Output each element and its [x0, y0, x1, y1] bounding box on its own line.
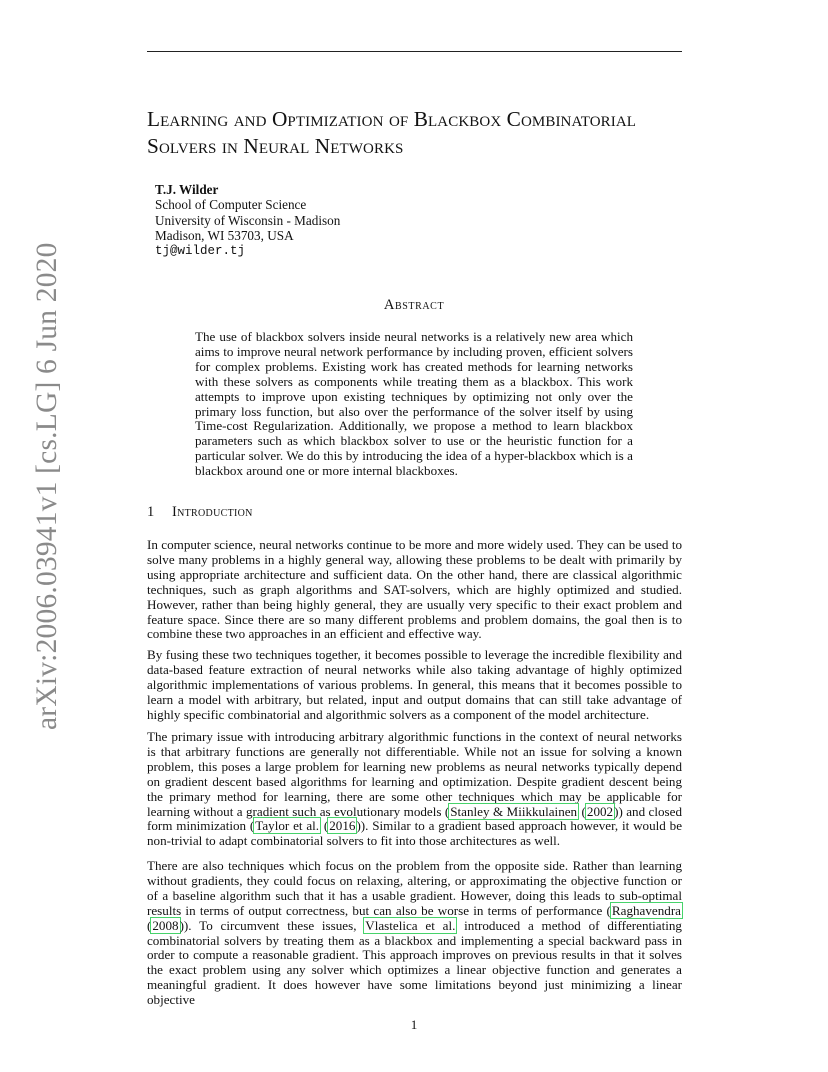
section-title: Introduction — [172, 504, 253, 520]
abstract-heading: Abstract — [383, 297, 445, 313]
abstract-body: The use of blackbox solvers inside neural networks is a relatively new area which aims to improve neural network performance by including proven, efficient solvers for complex problems. Existing work has created methods for learning networks with these solvers as components while treating them as a blackbox. This work attempts to improve upon existing techniques by optimizing not only over the primary loss function, but also over the performance of the solver itself by using Time-cost Regularization. Additionally, we propose a method to learn blackbox parameters such as which blackbox solver to use or the heuristic function for a particular solver. We do this by introducing the idea of a hyper-blackbox which is a blackbox around one or more internal blackboxes. — [195, 329, 633, 479]
paragraph-3-text: )). Similar to a gradient based approach however, it would be non-trivial to adapt combinatorial solvers to fit into those architectures as well. — [147, 818, 683, 849]
citation-link-taylor-year[interactable]: 2016 — [329, 818, 356, 834]
top-rule — [147, 51, 682, 52]
author-department: School of Computer Science — [155, 197, 307, 213]
citation-link-vlastelica[interactable]: Vlastelica et al. — [365, 917, 456, 933]
citation-link-stanley[interactable]: Stanley & Miikkulainen — [450, 803, 578, 819]
author-email: tj@wilder.tj — [155, 243, 246, 258]
citation-link-stanley-year[interactable]: 2002 — [586, 803, 614, 819]
citation-link-raghavendra-year[interactable]: 2008 — [152, 917, 179, 933]
paragraph-4-text: There are also techniques which focus on the problem from the opposite side. Rather than learning without gradients, they could focus on relaxing, altering, or approximating the objective function or of a baseline algorithm such that it has a usable gradient. However, doing this leads to sub-optimal results in terms of output correctness, but can also be worse in terms of performance ( — [147, 858, 682, 918]
page-number: 1 — [410, 1017, 418, 1032]
paper-title: Learning and Optimization of Blackbox Combinatorial Solvers in Neural Networks — [147, 107, 637, 158]
paragraph-3-text: ( — [320, 818, 329, 834]
paragraph-3-text: The primary issue with introducing arbitrary algorithmic functions in the context of neural networks is that arbitrary functions are generally not differentiable. While not an issue for solving a known problem, this poses a large problem for learning new problems as neural networks typically depend on gradient descent based algorithms for learning and optimization. Despite gradient descent being the primary method for learning, there are some other techniques which may be applicable for learning without a gradient such as evolutionary models ( — [147, 729, 682, 819]
paragraph-4-text: ( — [147, 917, 152, 933]
author-name: T.J. Wilder — [155, 182, 219, 197]
section-heading-introduction — [147, 504, 253, 521]
paragraph-3-text: ( — [578, 803, 586, 819]
author-block — [155, 182, 340, 259]
arxiv-side-stamp: arXiv:2006.03941v1 [cs.LG] 6 Jun 2020 — [31, 242, 63, 730]
paragraph-3 — [147, 730, 682, 849]
paragraph-2: By fusing these two techniques together, it becomes possible to leverage the incredible flexibility and data-based feature extraction of neural networks while also taking advantage of highly optimized algorithmic implementations of various problems. In general, this means that it becomes possible to learn a model with arbitrary, but related, input and output domains that can still take advantage of highly specific combinatorial and algorithmic solvers as a component of the model architecture. — [147, 647, 682, 722]
section-number: 1 — [147, 504, 155, 520]
paragraph-4 — [147, 859, 682, 1008]
citation-link-raghavendra[interactable]: Raghavendra — [611, 902, 681, 918]
author-address: Madison, WI 53703, USA — [155, 228, 294, 244]
citation-link-taylor[interactable]: Taylor et al. — [255, 818, 320, 834]
author-university: University of Wisconsin - Madison — [155, 212, 341, 228]
paragraph-3-text: )) and closed form minimization ( — [147, 803, 682, 834]
paragraph-4-text: introduced a method of differentiating combinatorial solvers by treating them as a blackbox and implementing a special backward pass in order to compute a reasonable gradient. This approach improves on previous results in that it solves the exact problem using any solver which optimizes a linear objective function and generates a meaningful gradient. It does however have some limitations beyond just minimizing a linear objective — [147, 917, 682, 1008]
paragraph-1: In computer science, neural networks continue to be more and more widely used. They can be used to solve many problems in a highly general way, allowing these problems to be dealt with primarily by using appropriate architecture and sufficient data. On the other hand, there are classical algorithmic techniques, such as graph algorithms and SAT-solvers, which are highly optimized and studied. However, rather than being highly general, they are usually very specific to their exact problem and feature space. Since there are so many different problems and problem domains, the goal then is to combine these two approaches in an efficient and effective way. — [147, 537, 682, 642]
paragraph-4-text: )). To circumvent these issues, — [179, 917, 365, 933]
